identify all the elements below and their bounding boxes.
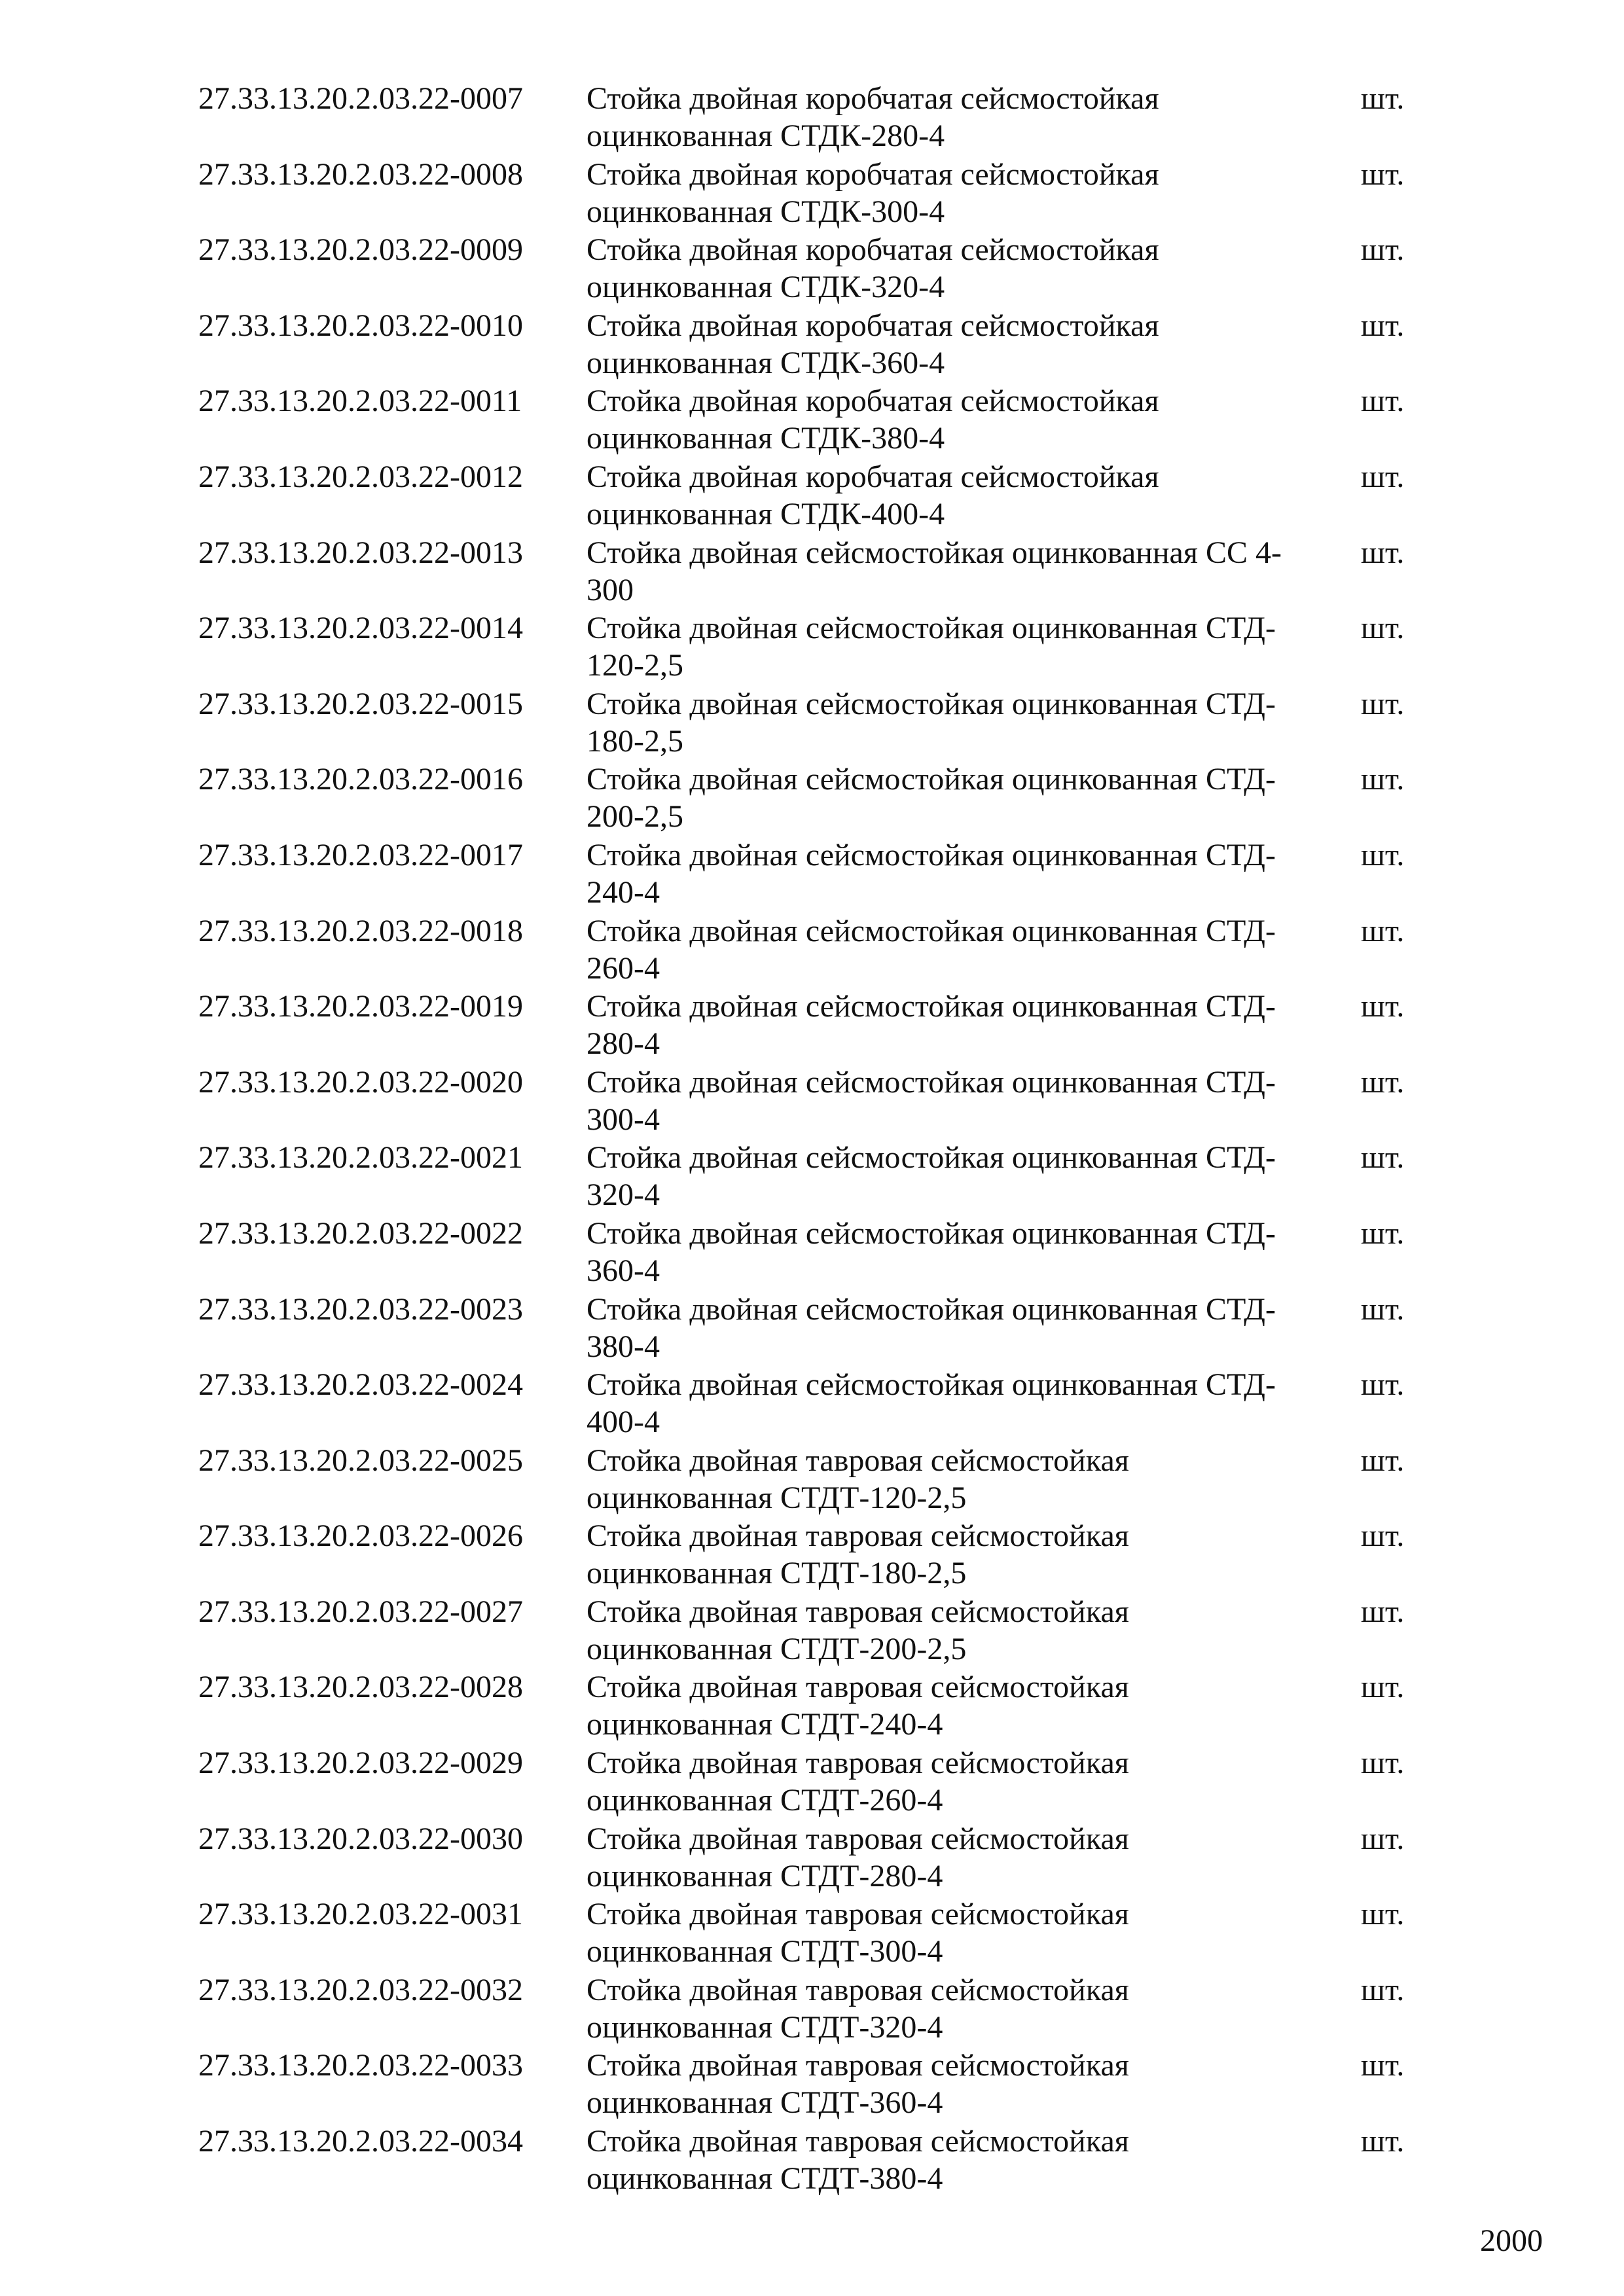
item-name-line: Стойка двойная тавровая сейсмостойкая — [586, 1670, 1129, 1705]
item-code: 27.33.13.20.2.03.22-0020 — [198, 1064, 523, 1100]
item-name-line: Стойка двойная сейсмостойкая оцинкованная СТД- — [586, 837, 1276, 872]
item-name-line: оцинкованная СТДТ-120-2,5 — [586, 1480, 967, 1515]
item-name-line: Стойка двойная сейсмостойкая оцинкованная СТД- — [586, 1291, 1276, 1327]
item-unit: шт. — [1361, 913, 1405, 948]
item-name — [586, 1291, 1333, 1365]
item-name-line: Стойка двойная коробчатая сейсмостойкая — [586, 156, 1159, 192]
item-name-line: оцинкованная СТДТ-260-4 — [586, 1783, 943, 1818]
item-name — [586, 1820, 1333, 1895]
table-row — [0, 299, 1624, 380]
table-row — [0, 1660, 1624, 1742]
item-name-line: Стойка двойная тавровая сейсмостойкая — [586, 1972, 1129, 2007]
item-unit: шт. — [1361, 1367, 1405, 1403]
item-unit: шт. — [1361, 81, 1405, 116]
item-code: 27.33.13.20.2.03.22-0032 — [198, 1972, 523, 2007]
item-name-line: Стойка двойная тавровая сейсмостойкая — [586, 2124, 1129, 2159]
table-row — [0, 72, 1624, 153]
item-code: 27.33.13.20.2.03.22-0018 — [198, 913, 523, 948]
item-code: 27.33.13.20.2.03.22-0031 — [198, 1897, 523, 1932]
item-code: 27.33.13.20.2.03.22-0013 — [198, 535, 523, 570]
item-name-line: Стойка двойная сейсмостойкая оцинкованная СС 4- — [586, 535, 1282, 570]
item-name — [586, 1139, 1333, 1213]
item-name — [586, 1366, 1333, 1441]
table-row — [0, 2115, 1624, 2197]
item-name-line: оцинкованная СТДТ-240-4 — [586, 1707, 943, 1742]
item-name — [586, 458, 1333, 533]
item-name-line: Стойка двойная сейсмостойкая оцинкованная СТД- — [586, 611, 1276, 646]
item-unit: шт. — [1361, 1215, 1405, 1251]
table-row — [0, 1509, 1624, 1591]
item-code: 27.33.13.20.2.03.22-0029 — [198, 1746, 523, 1781]
item-unit: шт. — [1361, 384, 1405, 419]
item-code: 27.33.13.20.2.03.22-0014 — [198, 611, 523, 646]
item-unit: шт. — [1361, 762, 1405, 797]
item-name — [586, 988, 1333, 1062]
item-unit: шт. — [1361, 1518, 1405, 1554]
item-name-line: Стойка двойная сейсмостойкая оцинкованная СТД- — [586, 989, 1276, 1024]
table-row — [0, 1964, 1624, 2045]
item-name-line: 200-2,5 — [586, 799, 683, 834]
item-name-line: 400-4 — [586, 1405, 660, 1440]
item-code: 27.33.13.20.2.03.22-0019 — [198, 989, 523, 1024]
item-unit: шт. — [1361, 1064, 1405, 1100]
item-name — [586, 836, 1333, 911]
item-unit: шт. — [1361, 1140, 1405, 1175]
item-code: 27.33.13.20.2.03.22-0024 — [198, 1367, 523, 1403]
item-name — [586, 382, 1333, 457]
item-name-line: Стойка двойная коробчатая сейсмостойкая — [586, 308, 1159, 343]
item-name — [586, 534, 1333, 609]
item-name — [586, 1668, 1333, 1743]
item-name-line: 260-4 — [586, 950, 660, 986]
item-name — [586, 1593, 1333, 1668]
table-row — [0, 905, 1624, 986]
item-name — [586, 156, 1333, 230]
item-unit: шт. — [1361, 686, 1405, 721]
item-name-line: оцинкованная СТДК-320-4 — [586, 270, 945, 305]
item-name-line: Стойка двойная сейсмостойкая оцинкованная СТД- — [586, 762, 1276, 797]
item-code: 27.33.13.20.2.03.22-0023 — [198, 1291, 523, 1327]
item-unit: шт. — [1361, 1594, 1405, 1629]
item-name-line: Стойка двойная сейсмостойкая оцинкованная СТД- — [586, 1215, 1276, 1251]
item-name-line: 300-4 — [586, 1102, 660, 1137]
item-code: 27.33.13.20.2.03.22-0017 — [198, 837, 523, 872]
table-row — [0, 2039, 1624, 2121]
item-code: 27.33.13.20.2.03.22-0027 — [198, 1594, 523, 1629]
item-unit: шт. — [1361, 837, 1405, 872]
item-unit: шт. — [1361, 535, 1405, 570]
table-row — [0, 1358, 1624, 1440]
table-row — [0, 526, 1624, 607]
item-name — [586, 1215, 1333, 1289]
table-row — [0, 223, 1624, 305]
item-unit: шт. — [1361, 232, 1405, 268]
item-name — [586, 1971, 1333, 2046]
item-unit: шт. — [1361, 1897, 1405, 1932]
item-code: 27.33.13.20.2.03.22-0028 — [198, 1670, 523, 1705]
item-list — [0, 72, 1624, 2197]
item-name-line: Стойка двойная коробчатая сейсмостойкая — [586, 459, 1159, 494]
item-name — [586, 609, 1333, 684]
item-unit: шт. — [1361, 1291, 1405, 1327]
table-row — [0, 148, 1624, 229]
table-row — [0, 753, 1624, 834]
item-name-line: 120-2,5 — [586, 648, 683, 683]
item-name — [586, 231, 1333, 306]
item-name — [586, 1895, 1333, 1970]
item-unit: шт. — [1361, 2048, 1405, 2083]
item-unit: шт. — [1361, 1821, 1405, 1856]
table-row — [0, 1056, 1624, 1137]
item-name-line: оцинкованная СТДТ-320-4 — [586, 2009, 943, 2045]
table-row — [0, 374, 1624, 456]
item-name-line: Стойка двойная тавровая сейсмостойкая — [586, 1518, 1129, 1554]
table-row — [0, 1888, 1624, 1969]
item-unit: шт. — [1361, 2124, 1405, 2159]
item-code: 27.33.13.20.2.03.22-0034 — [198, 2124, 523, 2159]
item-name-line: Стойка двойная сейсмостойкая оцинкованная СТД- — [586, 686, 1276, 721]
item-name-line: 180-2,5 — [586, 723, 683, 759]
item-code: 27.33.13.20.2.03.22-0022 — [198, 1215, 523, 1251]
item-name-line: Стойка двойная коробчатая сейсмостойкая — [586, 81, 1159, 116]
item-name-line: Стойка двойная тавровая сейсмостойкая — [586, 1443, 1129, 1478]
item-unit: шт. — [1361, 1746, 1405, 1781]
item-name-line: Стойка двойная коробчатая сейсмостойкая — [586, 232, 1159, 268]
item-code: 27.33.13.20.2.03.22-0007 — [198, 81, 523, 116]
item-name — [586, 1442, 1333, 1516]
item-name — [586, 1517, 1333, 1592]
item-name-line: Стойка двойная сейсмостойкая оцинкованная СТД- — [586, 1140, 1276, 1175]
item-name-line: оцинкованная СТДТ-280-4 — [586, 1858, 943, 1893]
table-row — [0, 1207, 1624, 1288]
item-name-line: 300 — [586, 572, 634, 607]
item-code: 27.33.13.20.2.03.22-0016 — [198, 762, 523, 797]
item-code: 27.33.13.20.2.03.22-0008 — [198, 156, 523, 192]
item-name-line: 320-4 — [586, 1177, 660, 1213]
item-name-line: оцинкованная СТДТ-180-2,5 — [586, 1556, 967, 1591]
page-number: 2000 — [1480, 2223, 1543, 2258]
table-row — [0, 601, 1624, 683]
item-name — [586, 307, 1333, 382]
item-name — [586, 1064, 1333, 1138]
item-name — [586, 761, 1333, 835]
item-name — [586, 2047, 1333, 2121]
item-name-line: Стойка двойная тавровая сейсмостойкая — [586, 2048, 1129, 2083]
item-code: 27.33.13.20.2.03.22-0026 — [198, 1518, 523, 1554]
table-row — [0, 1283, 1624, 1364]
item-code: 27.33.13.20.2.03.22-0010 — [198, 308, 523, 343]
item-name-line: Стойка двойная сейсмостойкая оцинкованная СТД- — [586, 1064, 1276, 1100]
item-code: 27.33.13.20.2.03.22-0030 — [198, 1821, 523, 1856]
item-unit: шт. — [1361, 989, 1405, 1024]
item-unit: шт. — [1361, 1670, 1405, 1705]
table-row — [0, 450, 1624, 531]
item-name — [586, 2123, 1333, 2197]
item-name-line: Стойка двойная коробчатая сейсмостойкая — [586, 384, 1159, 419]
table-row — [0, 1434, 1624, 1515]
item-code: 27.33.13.20.2.03.22-0011 — [198, 384, 522, 419]
item-name — [586, 685, 1333, 760]
item-name-line: оцинкованная СТДТ-200-2,5 — [586, 1631, 967, 1666]
item-unit: шт. — [1361, 308, 1405, 343]
item-name — [586, 80, 1333, 154]
table-row — [0, 677, 1624, 759]
table-row — [0, 1585, 1624, 1666]
item-name-line: оцинкованная СТДК-360-4 — [586, 345, 945, 380]
table-row — [0, 1131, 1624, 1213]
item-name — [586, 1744, 1333, 1819]
table-row — [0, 829, 1624, 910]
item-name-line: оцинкованная СТДТ-300-4 — [586, 1934, 943, 1969]
item-code: 27.33.13.20.2.03.22-0009 — [198, 232, 523, 268]
item-name-line: 280-4 — [586, 1026, 660, 1062]
table-row — [0, 1812, 1624, 1893]
item-name-line: Стойка двойная тавровая сейсмостойкая — [586, 1821, 1129, 1856]
item-unit: шт. — [1361, 459, 1405, 494]
item-name-line: оцинкованная СТДТ-380-4 — [586, 2161, 943, 2197]
item-name — [586, 912, 1333, 987]
item-code: 27.33.13.20.2.03.22-0033 — [198, 2048, 523, 2083]
item-name-line: 380-4 — [586, 1329, 660, 1364]
item-code: 27.33.13.20.2.03.22-0012 — [198, 459, 523, 494]
item-code: 27.33.13.20.2.03.22-0015 — [198, 686, 523, 721]
item-name-line: оцинкованная СТДК-280-4 — [586, 118, 945, 153]
item-name-line: оцинкованная СТДК-400-4 — [586, 496, 945, 531]
item-name-line: оцинкованная СТДК-380-4 — [586, 421, 945, 456]
item-name-line: 240-4 — [586, 874, 660, 910]
table-row — [0, 1736, 1624, 1818]
table-row — [0, 980, 1624, 1062]
item-unit: шт. — [1361, 1972, 1405, 2007]
item-name-line: оцинкованная СТДК-300-4 — [586, 194, 945, 229]
item-code: 27.33.13.20.2.03.22-0025 — [198, 1443, 523, 1478]
item-name-line: Стойка двойная тавровая сейсмостойкая — [586, 1594, 1129, 1629]
item-unit: шт. — [1361, 1443, 1405, 1478]
item-name-line: Стойка двойная тавровая сейсмостойкая — [586, 1897, 1129, 1932]
item-name-line: Стойка двойная сейсмостойкая оцинкованная СТД- — [586, 913, 1276, 948]
item-name-line: Стойка двойная сейсмостойкая оцинкованная СТД- — [586, 1367, 1276, 1403]
item-unit: шт. — [1361, 156, 1405, 192]
item-code: 27.33.13.20.2.03.22-0021 — [198, 1140, 523, 1175]
item-name-line: 360-4 — [586, 1253, 660, 1288]
item-name-line: Стойка двойная тавровая сейсмостойкая — [586, 1746, 1129, 1781]
item-name-line: оцинкованная СТДТ-360-4 — [586, 2085, 943, 2121]
item-unit: шт. — [1361, 611, 1405, 646]
